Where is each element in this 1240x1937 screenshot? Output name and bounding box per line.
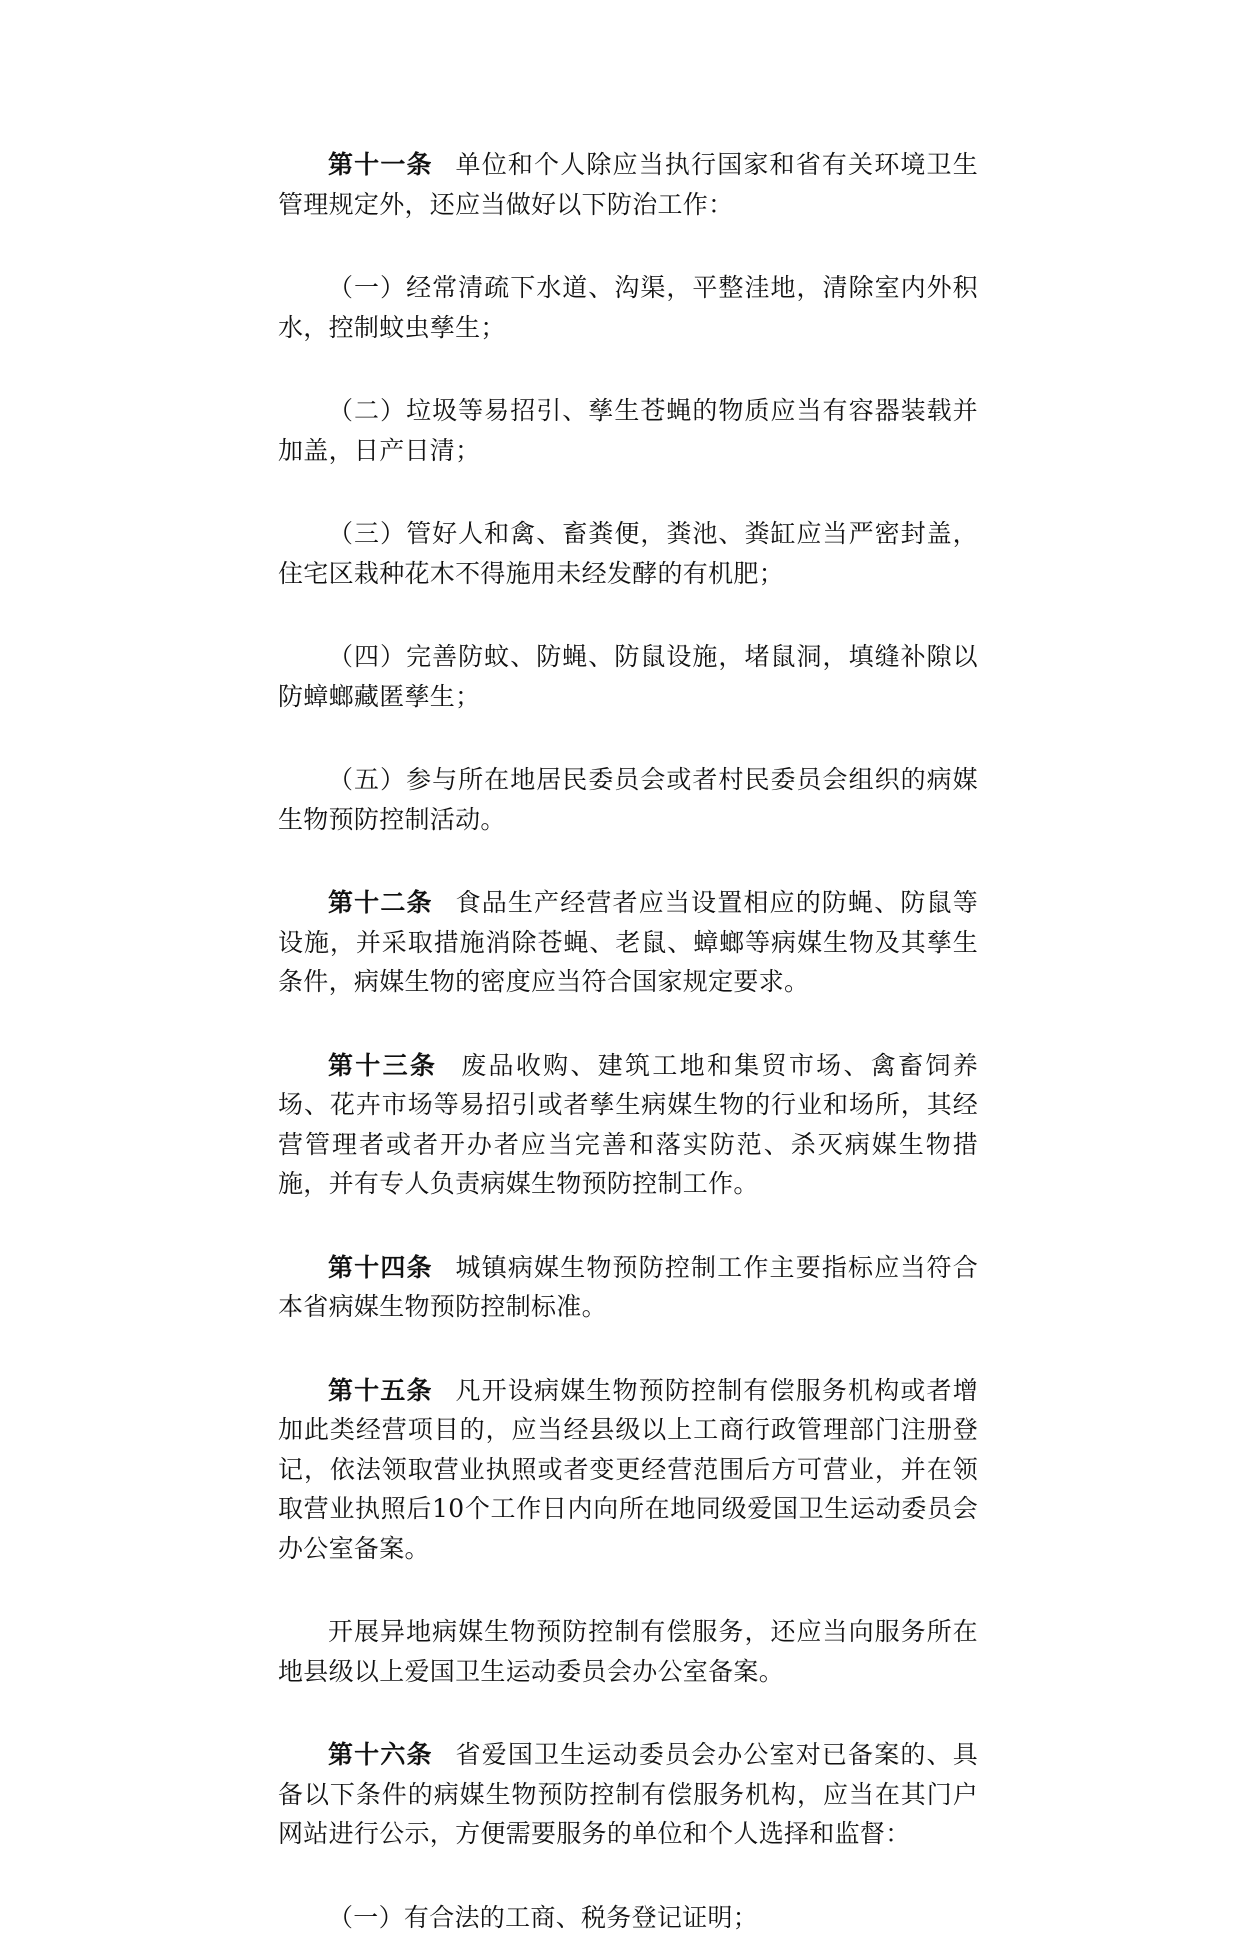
- paragraph-text: （二）垃圾等易招引、孳生苍蝇的物质应当有容器装载并加盖，日产日清；: [278, 396, 978, 465]
- article-paragraph: [278, 1248, 978, 1327]
- list-item-paragraph: [278, 1898, 978, 1937]
- regulation-body: [278, 145, 978, 1937]
- article-paragraph: [278, 1371, 978, 1569]
- list-item-paragraph: [278, 268, 978, 347]
- article-paragraph: [278, 1046, 978, 1204]
- paragraph-text: 省爱国卫生运动委员会办公室对已备案的、具备以下条件的病媒生物预防控制有偿服务机构，应当在其门户网站进行公示，方便需要服务的单位和个人选择和监督：: [278, 1740, 978, 1848]
- body-paragraph: [278, 1612, 978, 1691]
- paragraph-text: 单位和个人除应当执行国家和省有关环境卫生管理规定外，还应当做好以下防治工作：: [278, 150, 978, 219]
- paragraph-text: 食品生产经营者应当设置相应的防蝇、防鼠等设施，并采取措施消除苍蝇、老鼠、蟑螂等病媒生物及其孳生条件，病媒生物的密度应当符合国家规定要求。: [278, 888, 978, 996]
- list-item-paragraph: [278, 391, 978, 470]
- list-item-paragraph: [278, 637, 978, 716]
- paragraph-text: 开展异地病媒生物预防控制有偿服务，还应当向服务所在地县级以上爱国卫生运动委员会办公室备案。: [278, 1617, 978, 1686]
- paragraph-text: （四）完善防蚊、防蝇、防鼠设施，堵鼠洞，填缝补隙以防蟑螂藏匿孳生；: [278, 642, 978, 711]
- article-number: 第十六条: [328, 1740, 433, 1769]
- paragraph-text: （一）经常清疏下水道、沟渠，平整洼地，清除室内外积水，控制蚊虫孳生；: [278, 273, 978, 342]
- article-number: 第十三条: [328, 1051, 437, 1080]
- article-paragraph: [278, 883, 978, 1002]
- paragraph-text: 凡开设病媒生物预防控制有偿服务机构或者增加此类经营项目的，应当经县级以上工商行政管理部门注册登记，依法领取营业执照或者变更经营范围后方可营业，并在领取营业执照后10个工作日内向所在地同级爱国卫生运动委员会办公室备案。: [278, 1376, 978, 1563]
- article-number: 第十一条: [328, 150, 433, 179]
- paragraph-text: （五）参与所在地居民委员会或者村民委员会组织的病媒生物预防控制活动。: [278, 765, 978, 834]
- paragraph-text: （三）管好人和禽、畜粪便，粪池、粪缸应当严密封盖，住宅区栽种花木不得施用未经发酵的有机肥；: [278, 519, 978, 588]
- article-paragraph: [278, 1735, 978, 1854]
- paragraph-text: 城镇病媒生物预防控制工作主要指标应当符合本省病媒生物预防控制标准。: [278, 1253, 978, 1322]
- list-item-paragraph: [278, 760, 978, 839]
- article-number: 第十五条: [328, 1376, 433, 1405]
- article-number: 第十二条: [328, 888, 433, 917]
- paragraph-text: （一）有合法的工商、税务登记证明；: [328, 1903, 758, 1932]
- article-paragraph: [278, 145, 978, 224]
- paragraph-text: 废品收购、建筑工地和集贸市场、禽畜饲养场、花卉市场等易招引或者孳生病媒生物的行业和场所，其经营管理者或者开办者应当完善和落实防范、杀灭病媒生物措施，并有专人负责病媒生物预防控制工作。: [278, 1051, 978, 1199]
- article-number: 第十四条: [328, 1253, 433, 1282]
- list-item-paragraph: [278, 514, 978, 593]
